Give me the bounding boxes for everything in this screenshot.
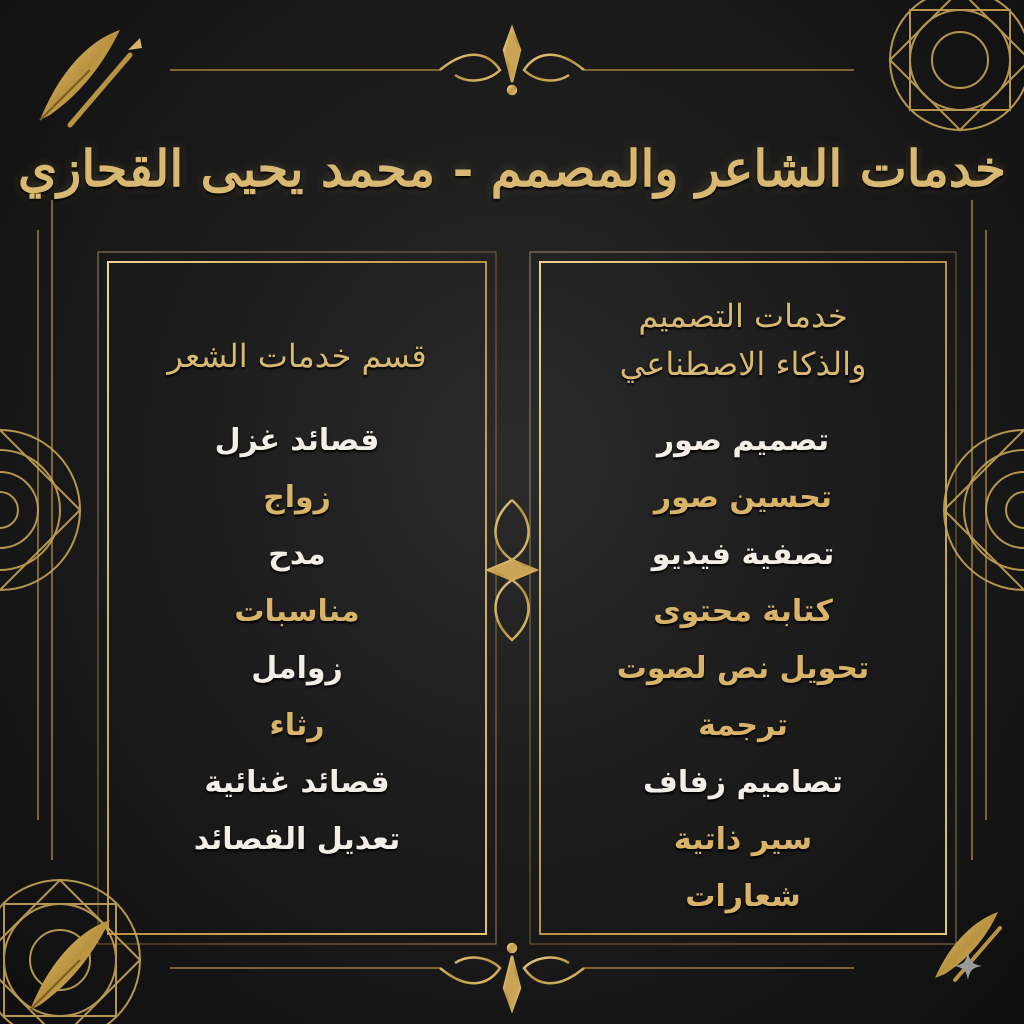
list-item: تصاميم زفاف (643, 765, 843, 800)
poetry-services-list (108, 412, 486, 868)
list-item: رثاء (269, 708, 325, 743)
list-item: كتابة محتوى (653, 594, 833, 629)
list-item: تحويل نص لصوت (616, 651, 870, 686)
list-item: قصائد غزل (214, 423, 380, 458)
list-item: شعارات (685, 879, 801, 914)
list-item: تعديل القصائد (193, 822, 401, 857)
list-item: سير ذاتية (673, 822, 813, 857)
list-item: زوامل (251, 651, 343, 686)
list-item: تصميم صور (656, 423, 830, 458)
design-services-list (540, 412, 946, 925)
poetry-services-heading: قسم خدمات الشعر (167, 337, 427, 375)
list-item: قصائد غنائية (204, 765, 390, 800)
design-services-heading (540, 292, 946, 388)
list-item: ترجمة (698, 708, 788, 743)
heading-line-2: والذكاء الاصطناعي (619, 345, 867, 383)
list-item: زواج (263, 480, 331, 515)
quill-brush-icon (40, 30, 142, 125)
bottom-flourish (440, 944, 584, 1010)
list-item: تحسين صور (653, 480, 833, 515)
heading-line-1: خدمات التصميم (638, 297, 848, 335)
list-item: تصفية فيديو (651, 537, 835, 572)
center-flourish (488, 500, 536, 640)
top-flourish (440, 28, 584, 94)
page-title: خدمات الشاعر والمصمم - محمد يحيى القحازي (18, 138, 1006, 198)
quill-icon (30, 920, 110, 1010)
poetry-services-panel (108, 262, 486, 934)
design-services-panel (540, 262, 946, 934)
list-item: مناسبات (234, 594, 360, 629)
list-item: مدح (268, 537, 326, 572)
